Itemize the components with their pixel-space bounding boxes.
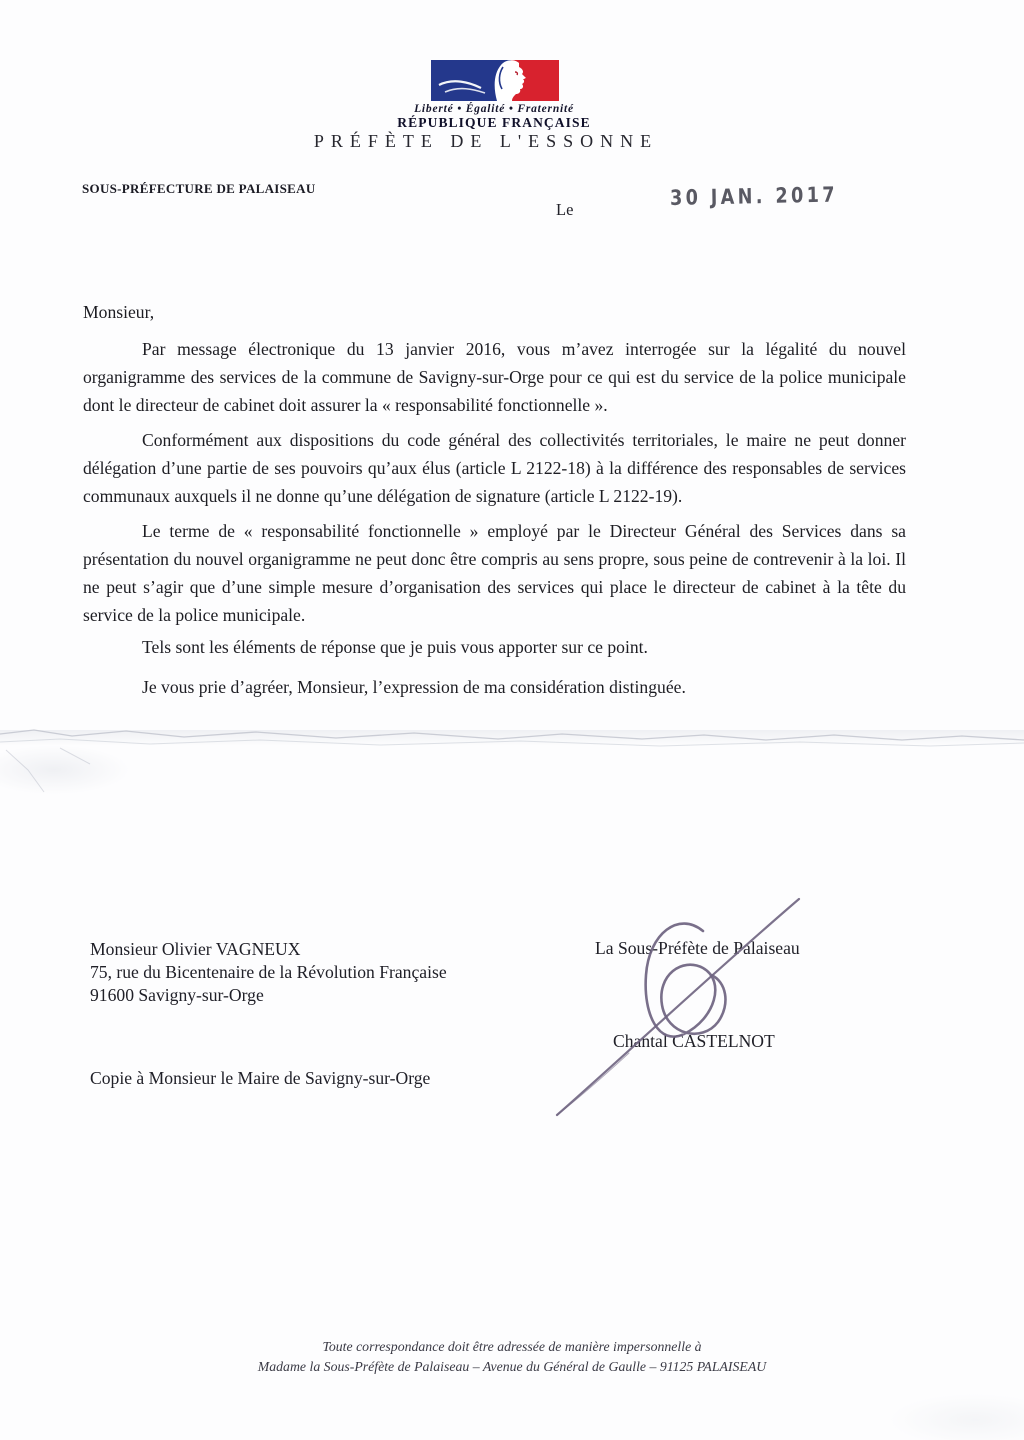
copy-note: Copie à Monsieur le Maire de Savigny-sur-Orge bbox=[90, 1068, 431, 1088]
footer-correspondence-note bbox=[0, 1337, 1024, 1377]
handwritten-signature bbox=[545, 883, 811, 1131]
signatory-title: La Sous-Préfète de Palaiseau bbox=[595, 938, 800, 958]
date-ink-stamp: 30 JAN. 2017 bbox=[669, 182, 839, 210]
date-prefix-label: Le bbox=[556, 200, 574, 219]
marianne-republique-logo bbox=[431, 60, 559, 101]
motto-liberte-egalite-fraternite: Liberté • Égalité • Fraternité bbox=[414, 103, 574, 115]
salutation: Monsieur, bbox=[83, 302, 155, 322]
footer-line-1: Toute correspondance doit être adressée de manière impersonnelle à bbox=[322, 1339, 702, 1354]
prefete-essonne-title: PRÉFÈTE DE L'ESSONNE bbox=[313, 131, 659, 151]
recipient-name: Monsieur Olivier VAGNEUX bbox=[90, 939, 301, 959]
paragraph-3: Le terme de « responsabilité fonctionnelle » employé par le Directeur Général des Services dans sa présentation du nouvel organigramme ne peut donc être compris au sens propre, sous peine de contrevenir à la loi. Il ne peut s’agir que d’une simple mesure d’organisation des services qui place le directeur de cabinet à la tête du service de la police municipale. bbox=[83, 521, 906, 625]
paragraph-1: Par message électronique du 13 janvier 2016, vous m’avez interrogée sur la légalité du nouvel organigramme des services de la commune de Savigny-sur-Orge pour ce qui est du service de la police municipale dont le directeur de cabinet doit assurer la « responsabilité fonctionnelle ». bbox=[83, 339, 906, 415]
recipient-street: 75, rue du Bicentenaire de la Révolution Française bbox=[90, 962, 447, 982]
paper-fold-crease bbox=[0, 712, 1024, 812]
sous-prefecture-label: SOUS-PRÉFECTURE DE PALAISEAU bbox=[82, 181, 316, 196]
closing-formula: Je vous prie d’agréer, Monsieur, l’expression de ma considération distinguée. bbox=[142, 677, 686, 697]
republique-francaise-label: RÉPUBLIQUE FRANÇAISE bbox=[397, 115, 591, 130]
marianne-flag-icon bbox=[431, 60, 559, 101]
recipient-address-block bbox=[90, 938, 447, 1007]
crease-shadow bbox=[0, 730, 1024, 746]
scan-smudge bbox=[860, 1390, 1024, 1440]
recipient-city: 91600 Savigny-sur-Orge bbox=[90, 985, 264, 1005]
signatory-name: Chantal CASTELNOT bbox=[613, 1031, 775, 1051]
scan-smudge bbox=[0, 742, 180, 812]
paragraph-4: Tels sont les éléments de réponse que je puis vous apporter sur ce point. bbox=[142, 637, 648, 657]
footer-line-2: Madame la Sous-Préfète de Palaiseau – Avenue du Général de Gaulle – 91125 PALAISEAU bbox=[257, 1359, 767, 1374]
letter-body bbox=[83, 298, 906, 701]
paragraph-2: Conformément aux dispositions du code général des collectivités territoriales, le maire ne peut donner délégation d’une partie de ses pouvoirs qu’aux élus (article L 2122-18) à la différence des responsables de services communaux auxquels il ne donne qu’une délégation de signature (article L 2122-19). bbox=[83, 430, 906, 506]
